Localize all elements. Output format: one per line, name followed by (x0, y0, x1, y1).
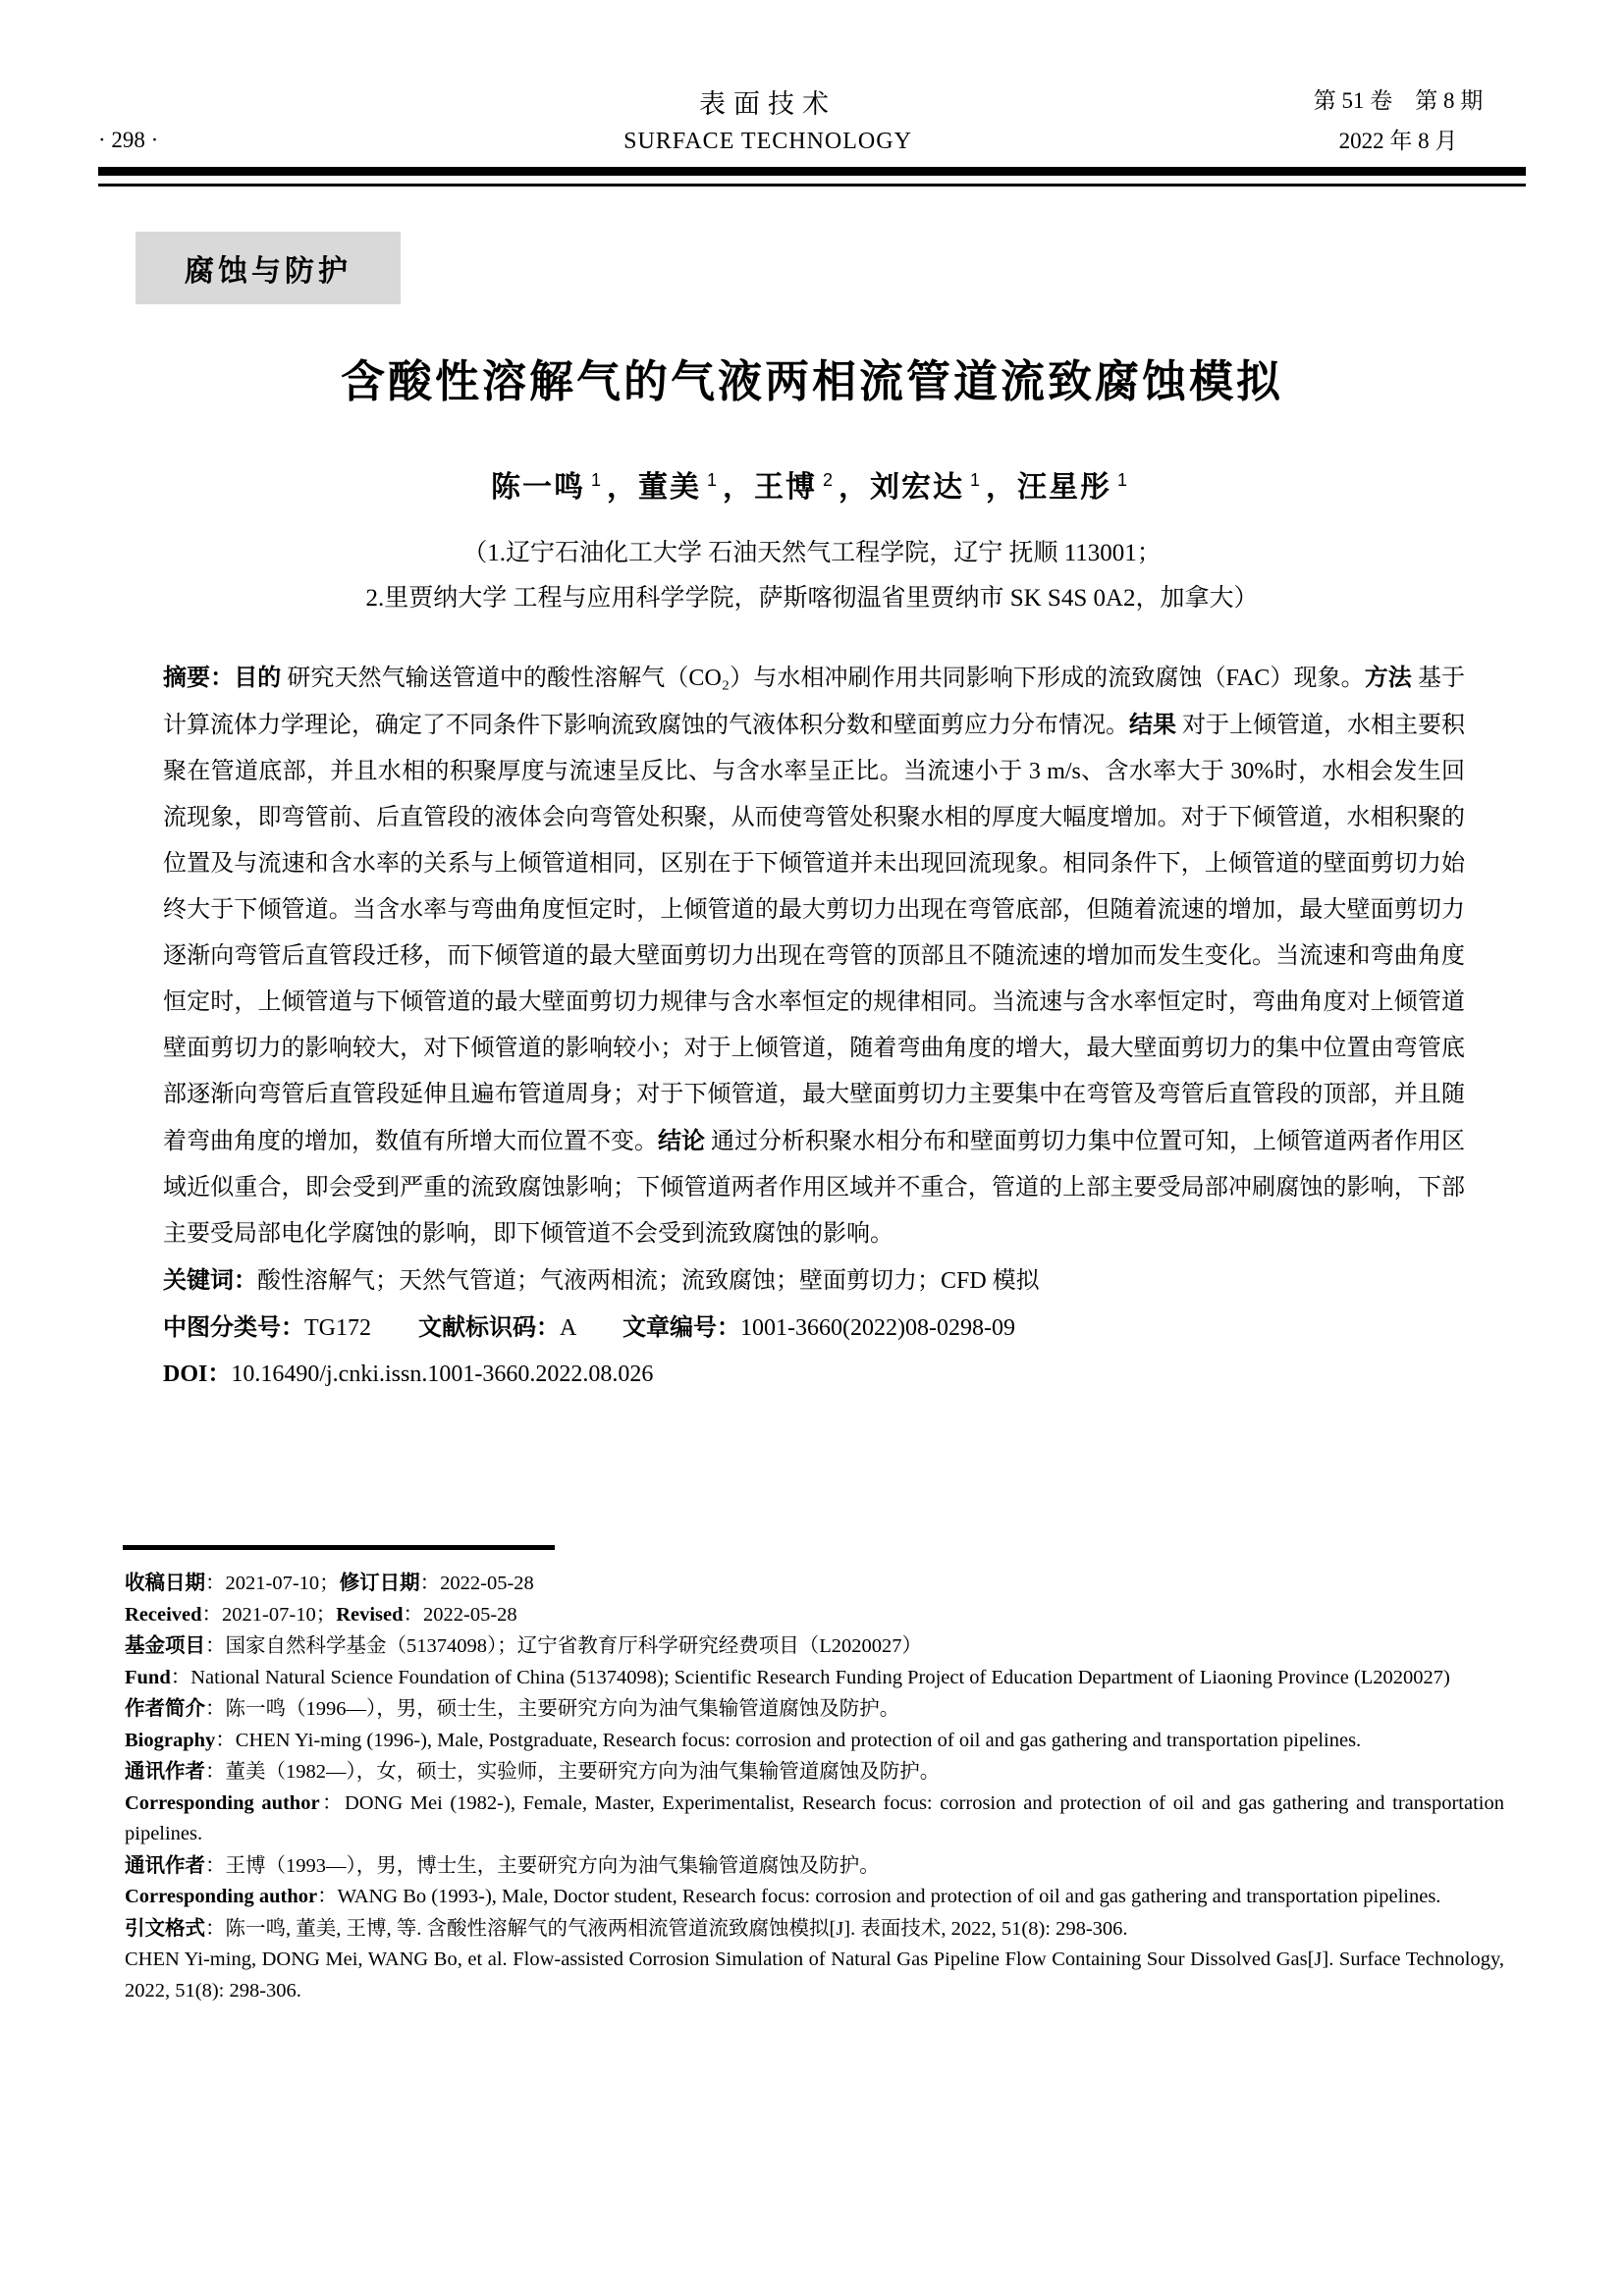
text-segment: 修订日期 (339, 1572, 420, 1594)
header-rule-thick (98, 167, 1526, 176)
text-segment: ：CHEN Yi-ming (1996-), Male, Postgraduate, Research focus: corrosion and protection of oil and gas gathering and transportation pipelines. (215, 1729, 1362, 1751)
author-affiliation-superscript: 1 (1117, 470, 1130, 490)
footnote-line (125, 1726, 1504, 1757)
volume-issue: 第 51 卷 第 8 期 (1313, 88, 1484, 113)
issue-date: 2022 年 8 月 (1338, 129, 1458, 153)
author-affiliation-superscript: 1 (590, 470, 603, 490)
text-segment: Received (125, 1603, 202, 1626)
text-segment: DOI： (163, 1362, 232, 1387)
text-segment: ：National Natural Science Foundation of China (51374098); Scientific Research Funding Project of Education Department of Liaoning Province (L2020027) (170, 1666, 1450, 1688)
issue-info (1271, 75, 1526, 155)
affiliation-line: 2.里贾纳大学 工程与应用科学学院，萨斯喀彻温省里贾纳市 SK S4S 0A2，加拿大） (365, 585, 1259, 612)
text-segment: 中图分类号： (163, 1314, 304, 1341)
text-segment: 对于上倾管道，水相主要积聚在管道底部，并且水相的积聚厚度与流速呈反比、与含水率呈正比。当流速小于 3 m/s、含水率大于 30%时，水相会发生回流现象，即弯管前、后直管段的液体会向弯管处积聚，从而使弯管处积聚水相的厚度大幅度增加。对于下倾管道，水相积聚的位置及与流速和含水率的关系与上倾管道相同，区别在于下倾管道并未出现回流现象。相同条件下，上倾管道的壁面剪切力始终大于下倾管道。当含水率与弯曲角度恒定时，上倾管道的最大剪切力出现在弯管底部，但随着流速的增加，最大壁面剪切力逐渐向弯管后直管段迁移，而下倾管道的最大壁面剪切力出现在弯管的顶部且不随流速的增加而发生变化。当流速和弯曲角度恒定时，上倾管道与下倾管道的最大壁面剪切力规律与含水率恒定的规律相同。当流速与含水率恒定时，弯曲角度对上倾管道壁面剪切力的影响较大，对下倾管道的影响较小；对于上倾管道，随着弯曲角度的增大，最大壁面剪切力的集中位置由弯管底部逐渐向弯管后直管段延伸且遍布管道周身；对于下倾管道，最大壁面剪切力主要集中在弯管及弯管后直管段的顶部，并且随着弯曲角度的增加，数值有所增大而位置不变。 (163, 713, 1465, 1154)
author-name: 董美 (637, 471, 701, 504)
text-segment: ：王博（1993—），男，博士生，主要研究方向为油气集输管道腐蚀及防护。 (205, 1854, 880, 1877)
authors-line: 陈一鸣 $^1$ ，董美 $^1$ ，王博 $^2$ ，刘宏达 $^1$ ，汪星彤 $^1$ (490, 470, 1130, 504)
text-segment: 目的 (234, 665, 282, 691)
text-segment: 通讯作者 (125, 1760, 205, 1783)
footnote-line (125, 1630, 1504, 1663)
text-segment: ：2022-05-28 (419, 1573, 534, 1594)
text-segment: 摘要： (163, 665, 235, 691)
text-segment: ：陈一鸣, 董美, 王博, 等. 含酸性溶解气的气液两相流管道流致腐蚀模拟[J]. 表面技术, 2022, 51(8): 298-306. (205, 1917, 1128, 1940)
text-segment: 研究天然气输送管道中的酸性溶解气（CO₂）与水相冲刷作用共同影响下形成的流致腐蚀（FAC）现象。 (281, 666, 1365, 691)
text-segment: 1001-3660(2022)08-0298-09 (740, 1315, 1015, 1341)
text-segment: 结论 (658, 1128, 705, 1154)
text-segment: CHEN Yi-ming, DONG Mei, WANG Bo, et al. Flow-assisted Corrosion Simulation of Natural Gas Pipeline Flow Containing Sour Dissolved Gas[J]. Surface Technology, 2022, 51(8): 298-306. (125, 1949, 1504, 2002)
text-segment: ：国家自然科学基金（51374098）；辽宁省教育厅科学研究经费项目（L2020027） (205, 1635, 923, 1657)
affiliation-line: （1.辽宁石油化工大学 石油天然气工程学院，辽宁 抚顺 113001； (462, 540, 1162, 566)
text-segment: ：WANG Bo (1993-), Male, Doctor student, Research focus: corrosion and protection of oil and gas gathering and transportation pipelines. (317, 1886, 1441, 1907)
footnote-line (125, 1756, 1504, 1789)
header-rule-thin (98, 184, 1526, 187)
footnotes (125, 1568, 1504, 2006)
author-affiliation-superscript: 1 (970, 470, 983, 490)
text-segment: 基于计算流体力学理论，确定了不同条件下影响流致腐蚀的气液体积分数和壁面剪应力分布情况。 (163, 666, 1465, 738)
doi-line (163, 1352, 1465, 1398)
text-segment: 酸性溶解气；天然气管道；气液两相流；流致腐蚀；壁面剪切力；CFD 模拟 (257, 1268, 1040, 1294)
text-segment: Corresponding author (125, 1791, 320, 1814)
footnote-line (125, 1663, 1504, 1694)
text-segment: 方法 (1364, 665, 1412, 691)
text-segment: ：2022-05-28 (403, 1603, 517, 1626)
footnote-line (125, 1568, 1504, 1600)
journal-title-en: SURFACE TECHNOLOGY (623, 129, 912, 154)
text-segment: 文章编号： (623, 1314, 741, 1341)
text-segment: Fund (125, 1666, 171, 1688)
author-name: 陈一鸣 (490, 471, 585, 504)
author-name: 王博 (753, 471, 817, 504)
footnote-line (125, 1945, 1504, 2006)
clc-line (163, 1305, 1465, 1352)
text-segment: Corresponding author (125, 1886, 318, 1907)
text-segment: ：DONG Mei (1982-), Female, Master, Experimentalist, Research focus: corrosion and protection of oil and gas gathering and transportation pipelines. (125, 1791, 1504, 1844)
text-segment: 作者简介 (125, 1697, 205, 1720)
text-segment: 收稿日期 (125, 1572, 205, 1594)
footnote-line (125, 1913, 1504, 1946)
author-name: 汪星彤 (1017, 471, 1112, 504)
author-name: 刘宏达 (870, 471, 964, 504)
footnote-line (125, 1789, 1504, 1850)
text-segment: Biography (125, 1729, 216, 1751)
text-segment: 文献标识码： (418, 1314, 560, 1341)
page-number: · 298 · (98, 128, 159, 152)
text-segment: 10.16490/j.cnki.issn.1001-3660.2022.08.026 (231, 1362, 654, 1387)
journal-masthead (265, 82, 1271, 155)
footnote-line (125, 1850, 1504, 1883)
text-segment: ：2021-07-10； (201, 1603, 337, 1626)
text-segment: TG172 (304, 1315, 418, 1341)
column-badge: 腐蚀与防护 (135, 232, 401, 304)
footnote-line (125, 1600, 1504, 1631)
footnote-line (125, 1693, 1504, 1726)
text-segment: 通讯作者 (125, 1853, 205, 1877)
text-segment: 引文格式 (125, 1916, 205, 1940)
author-affiliation-superscript: 2 (822, 470, 835, 490)
text-segment: 结果 (1129, 712, 1176, 738)
footnote-line (125, 1882, 1504, 1913)
text-segment: ：陈一鸣（1996—），男，硕士生，主要研究方向为油气集输管道腐蚀及防护。 (205, 1698, 900, 1720)
text-segment: 关键词： (163, 1267, 257, 1294)
text-segment: A (560, 1315, 623, 1341)
text-segment: ：董美（1982—），女，硕士，实验师，主要研究方向为油气集输管道腐蚀及防护。 (205, 1761, 941, 1783)
text-segment: 通过分析积聚水相分布和壁面剪切力集中位置可知，上倾管道两者作用区域近似重合，即会受到严重的流致腐蚀影响；下倾管道两者作用区域并不重合，管道的上部主要受局部冲刷腐蚀的影响，下部主要受局部电化学腐蚀的影响，即下倾管道不会受到流致腐蚀的影响。 (163, 1129, 1465, 1247)
author-affiliation-superscript: 1 (706, 470, 719, 490)
footnote-rule (123, 1545, 555, 1550)
keywords-line (163, 1257, 1465, 1305)
text-segment: 基金项目 (125, 1634, 205, 1657)
article-title: 含酸性溶解气的气液两相流管道流致腐蚀模拟 (340, 356, 1283, 406)
running-head (98, 75, 1526, 155)
journal-title-cn: 表面技术 (699, 89, 837, 119)
abstract (163, 655, 1465, 1257)
text-segment: ：2021-07-10； (205, 1573, 340, 1594)
text-segment: Revised (336, 1603, 404, 1626)
affiliations (98, 531, 1526, 621)
